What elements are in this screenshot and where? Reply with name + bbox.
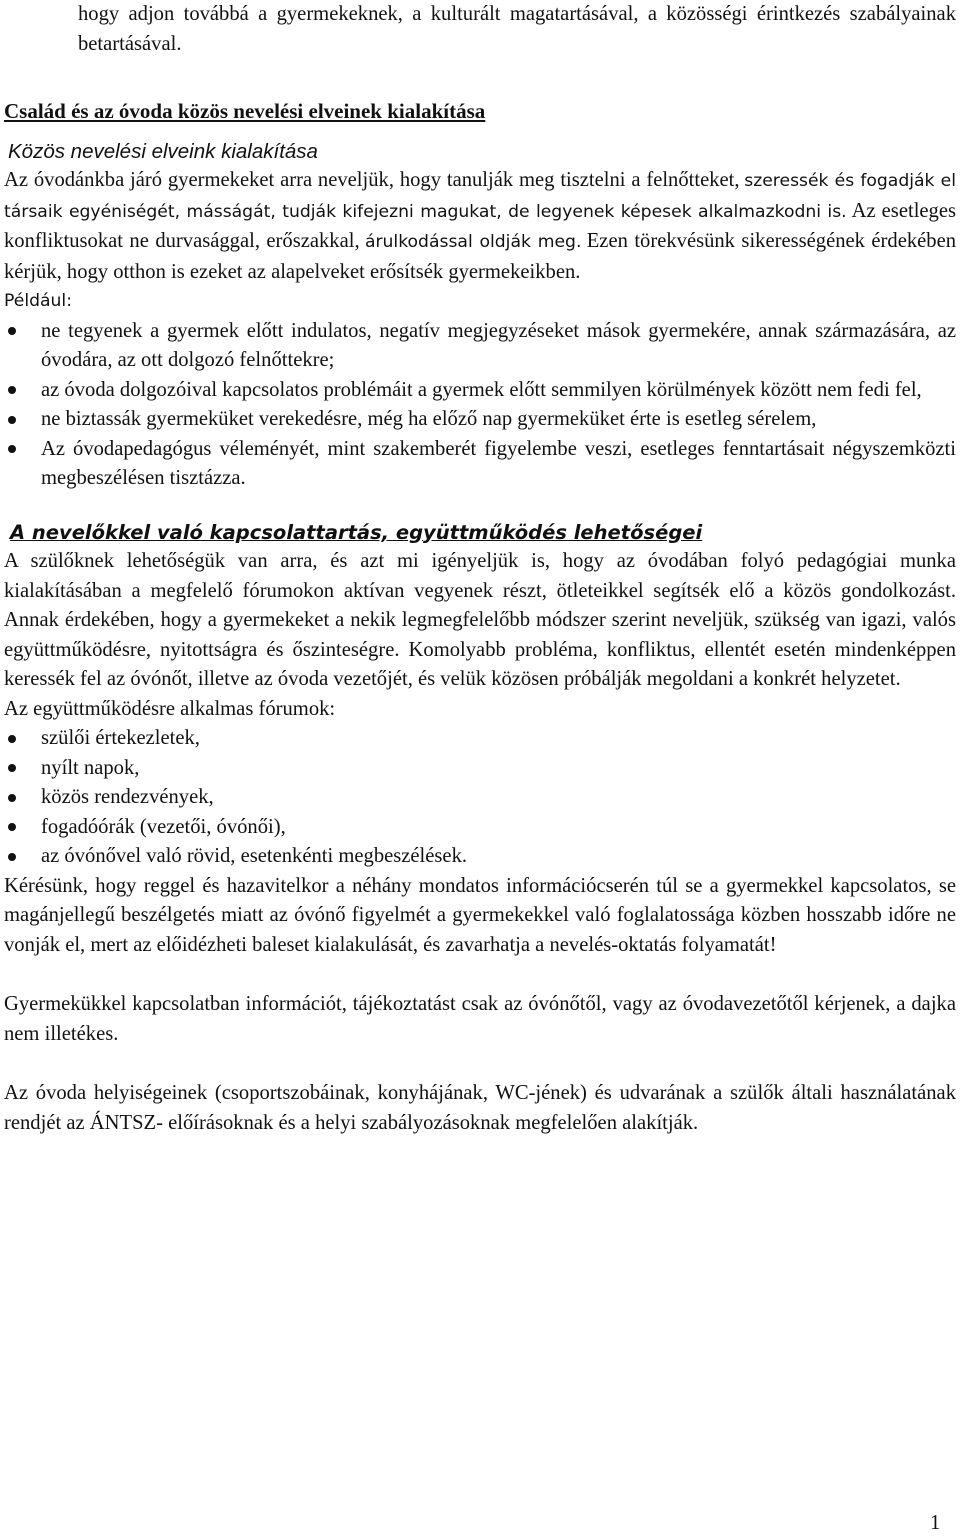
- section-heading-contact: A nevelőkkel való kapcsolattartás, együttműködés lehetőségei: [10, 520, 703, 544]
- principles-paragraph: [4, 166, 956, 287]
- principles-text-2: szeressék és fogadják el társaik egyéniségét, másságát, tudják kifejezni magukat, de legyenek képesek alkalmazkodni is.: [4, 171, 957, 222]
- bullet-icon: [8, 735, 16, 743]
- list-item: szülői értekezletek,: [4, 724, 956, 754]
- list-item: Az óvodapedagógus véleményét, mint szakemberét figyelembe veszi, esetleges fenntartásait négyszemközti megbeszélésen tisztázza.: [4, 435, 956, 494]
- bullet-icon: [8, 853, 16, 861]
- bullet-icon: [8, 386, 16, 394]
- contact-paragraph: A szülőknek lehetőségük van arra, és azt mi igényeljük is, hogy az óvodában folyó pedagógiai munka kialakításában a megfelelő fórumokon aktívan vegyenek részt, ötleteikkel segítsék elő a közös gondolkozást. Annak érdekében, hogy a gyermekeket a nekik legmegfelelőbb módszer szerint neveljük, szükség van igazi, valós együttműködésre, nyitottságra és őszinteségre. Komolyabb probléma, konfliktus, ellentét esetén mindenképpen keressék fel az óvónőt, illetve az óvoda vezetőjét, és velük közösen próbálják megoldani a konkrét helyzetet.: [4, 550, 956, 690]
- principles-text-3: Az esetleges konfliktusokat ne durvasággal, erőszakkal,: [4, 199, 957, 252]
- request-paragraph: Kérésünk, hogy reggel és hazavitelkor a néhány mondatos információcserén túl se a gyermekkel kapcsolatos, se magánjellegű beszélgetés miatt az óvónő figyelmét a gyermekekkel való foglalatossága közben hosszabb időre ne vonják el, mert az előidézheti baleset kialakulását, és zavarhatja a nevelés-oktatás folyamatát!: [4, 874, 956, 956]
- example-list: [4, 317, 956, 494]
- bullet-icon: [8, 764, 16, 772]
- bullet-icon: [8, 416, 16, 424]
- list-item: fogadóórák (vezetői, óvónői),: [4, 813, 956, 843]
- list-item: közös rendezvények,: [4, 783, 956, 813]
- list-item: ne tegyenek a gyermek előtt indulatos, negatív megjegyzéseket mások gyermekére, annak származására, az óvodára, az ott dolgozó felnőttekre;: [4, 317, 956, 376]
- list-item: az óvoda dolgozóival kapcsolatos problémáit a gyermek előtt semmilyen körülmények között nem fedi fel,: [4, 376, 956, 406]
- subsection-heading-common-principles: Közös nevelési elveink kialakítása: [8, 139, 318, 163]
- forums-label: Az együttműködésre alkalmas fórumok:: [4, 697, 336, 720]
- principles-text-5: Ezen törekvésünk sikerességének érdekében kérjük, hogy otthon is ezeket az alapelveket erősítsék gyermekeikben.: [4, 230, 957, 283]
- bullet-icon: [8, 794, 16, 802]
- information-paragraph: Gyermekükkel kapcsolatban információt, tájékoztatást csak az óvónőtől, vagy az óvodavezetőtől kérjenek, a dajka nem illetékes.: [4, 993, 956, 1045]
- principles-text-4: árulkodással oldják meg.: [364, 232, 582, 252]
- page-number: 1: [930, 1512, 941, 1534]
- list-item: nyílt napok,: [4, 754, 956, 784]
- intro-paragraph: hogy adjon továbbá a gyermekeknek, a kulturált magatartásával, a közösségi érintkezés szabályainak betartásával.: [78, 3, 956, 55]
- document-page: [4, 0, 956, 1138]
- bullet-icon: [8, 327, 16, 335]
- list-item: az óvónővel való rövid, esetenkénti megbeszélések.: [4, 842, 956, 872]
- paragraph-gap: [4, 1049, 956, 1079]
- principles-text-1: Az óvodánkba járó gyermekeket arra neveljük, hogy tanulják meg tisztelni a felnőtteket,: [4, 169, 740, 191]
- example-label: Például:: [4, 291, 73, 311]
- forums-list: [4, 724, 956, 872]
- bullet-icon: [8, 445, 16, 453]
- premises-paragraph: Az óvoda helyiségeinek (csoportszobáinak, konyhájának, WC-jének) és udvarának a szülők általi használatának rendjét az ÁNTSZ- előírásoknak és a helyi szabályozásoknak megfelelően alakítják.: [4, 1082, 956, 1134]
- bullet-icon: [8, 823, 16, 831]
- section-heading-family-principles: Család és az óvoda közös nevelési elveinek kialakítása: [4, 99, 486, 123]
- paragraph-gap: [4, 960, 956, 990]
- list-item: ne biztassák gyermeküket verekedésre, még ha előző nap gyermeküket érte is esetleg sérelem,: [4, 405, 956, 435]
